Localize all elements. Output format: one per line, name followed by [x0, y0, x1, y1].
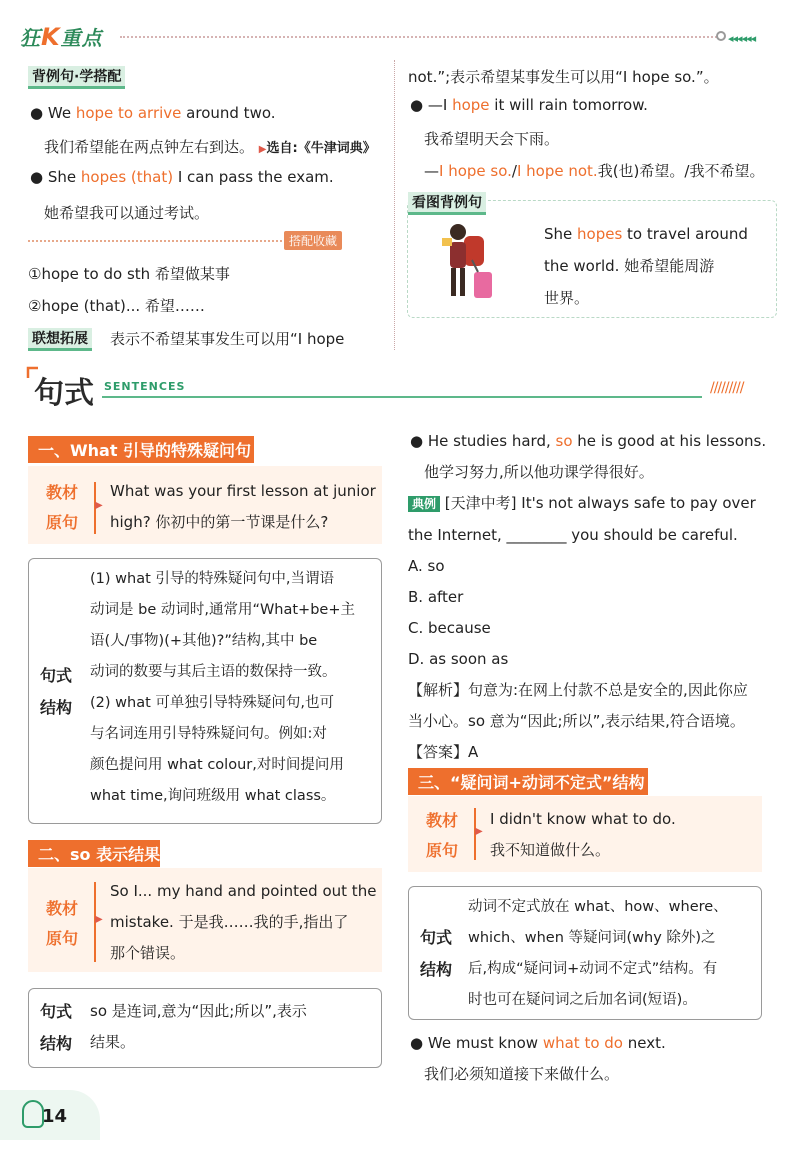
section-subtitle: SENTENCES	[104, 380, 186, 393]
option-c: C. because	[408, 619, 491, 637]
source-note: ▶选自:《牛津词典》	[258, 141, 376, 156]
dialogue-translation: 我希望明天会下雨。	[424, 130, 560, 148]
suitcase-icon	[474, 272, 492, 298]
part2-structure-text: so 是连词,意为“因此;所以”,表示 结果。	[90, 1002, 307, 1051]
bullet-icon: ●	[410, 1034, 424, 1052]
picture-example-heading: 看图背例句	[408, 192, 486, 215]
dialogue-reply: —I hope so./I hope not.我(也)希望。/我不希望。	[424, 162, 765, 180]
part2-structure-label: 句式 结构	[40, 1002, 73, 1053]
part1-banner: 一、What 引导的特殊疑问句	[28, 436, 254, 463]
part1-original-sentence: What was your first lesson at junior high? 你初中的第一节课是什么?	[110, 482, 376, 531]
header-dotted-line	[120, 36, 720, 38]
option-b: B. after	[408, 588, 464, 606]
keyword-highlight: hopes (that)	[80, 168, 174, 186]
exam-example-tag: 典例	[408, 496, 440, 512]
analysis-line-1: 【解析】句意为:在网上付款不总是安全的,因此你应	[408, 681, 748, 699]
part1-textbook-label: 教材 原句	[46, 483, 79, 532]
part2-banner: 二、so 表示结果	[28, 840, 160, 867]
bullet-icon: ●	[30, 104, 44, 122]
triangle-icon: ▶	[475, 826, 483, 837]
keyword-highlight: hope to arrive	[75, 104, 182, 122]
bullet-icon: ●	[30, 168, 44, 186]
part3-textbook-label: 教材 原句	[426, 811, 459, 860]
section-title: 句式	[34, 376, 94, 411]
traveler-body	[450, 242, 466, 268]
logo-char-a: 狂	[20, 26, 41, 50]
logo-char-k: K	[41, 23, 61, 51]
logo-char-b: 重点	[60, 26, 103, 50]
part1-structure-text: (1) what 引导的特殊疑问句中,当谓语 动词是 be 动词时,通常用“What+be+主 语(人/事物)(+其他)?”结构,其中 be 动词的数要与其后主语的数保持一致。 (2) what 可单独引导特殊疑问句,也可 与名词连用引导特殊疑问句。例如:对 颜色提问用 what colour,对时间提问用 what time,询问班级用 what class。	[90, 571, 355, 804]
example-translation-2: 她希望我可以通过考试。	[44, 204, 210, 222]
extension-text: 表示不希望某事发生可以用“I hope	[110, 330, 345, 348]
exam-question: 典例 [天津中考] It's not always safe to pay over the Internet, ________ you should be careful. A. so B. after C. because D. as soon as 【解析】句意为:在网上付款不总是安全的,因此你应 当小心。so 意为“因此;所以”,表示结果,符合语境。 【答案】A	[408, 488, 756, 768]
map-icon	[442, 238, 452, 246]
option-a: A. so	[408, 557, 445, 575]
part3-banner: 三、“疑问词+动词不定式”结构	[408, 768, 648, 795]
example-sentence-2: ● She hopes (that) I can pass the exam.	[30, 168, 334, 186]
so-example: ● He studies hard, so he is good at his lessons. 他学习努力,所以他功课学得很好。	[410, 432, 767, 481]
collocation-1: ①hope to do sth 希望做某事	[28, 265, 230, 283]
what-to-do-example: ● We must know what to do next. 我们必须知道接下来做什么。	[410, 1034, 666, 1083]
analysis-line-2: 当小心。so 意为“因此;所以”,表示结果,符合语境。	[408, 712, 745, 730]
backpack-icon	[464, 236, 484, 266]
traveler-illustration	[438, 214, 508, 310]
section-slashes: /////////	[710, 380, 744, 396]
extension-label: 联想拓展	[28, 328, 92, 351]
header-circle-icon	[716, 31, 726, 41]
dialogue-line-1: ● —I hope it will rain tomorrow.	[410, 96, 648, 114]
header-arrows-icon: ◂◂◂◂◂◂	[728, 32, 756, 45]
example-heading: 背例句·学搭配	[28, 66, 125, 89]
triangle-icon: ▶	[95, 914, 103, 925]
picture-sentence: She hopes to travel around the world. 她希望能周游 世界。	[544, 225, 748, 307]
example-translation-1: 我们希望能在两点钟左右到达。 ▶选自:《牛津词典》	[44, 138, 376, 156]
bullet-icon: ●	[410, 432, 424, 450]
traveler-head	[450, 224, 466, 240]
part3-original-sentence: I didn't know what to do. 我不知道做什么。	[490, 810, 676, 859]
section-underline	[102, 396, 702, 398]
column-divider	[394, 60, 395, 350]
keyword-highlight: hope	[452, 96, 490, 114]
extension-continued: not.”;表示希望某事发生可以用“I hope so.”。	[408, 68, 719, 86]
option-d: D. as soon as	[408, 650, 509, 668]
answer-line: 【答案】A	[408, 743, 479, 761]
triangle-icon: ▶	[258, 144, 267, 155]
collocation-tag: 搭配收藏	[284, 231, 342, 250]
book-logo	[20, 22, 103, 51]
part3-structure-label: 句式 结构	[420, 928, 453, 979]
bullet-icon: ●	[410, 96, 424, 114]
collocation-divider	[28, 240, 282, 242]
example-sentence-1: ● We hope to arrive around two.	[30, 104, 276, 122]
part2-textbook-label: 教材 原句	[46, 899, 79, 948]
page-number: 14	[42, 1106, 68, 1127]
part1-structure-label: 句式 结构	[40, 666, 73, 717]
collocation-2: ②hope (that)... 希望……	[28, 297, 205, 315]
part3-structure-text: 动词不定式放在 what、how、where、 which、when 等疑问词(why 除外)之 后,构成“疑问词+动词不定式”结构。有 时也可在疑问词之后加名词(短语)。	[468, 899, 728, 1008]
balloon-icon	[22, 1100, 44, 1128]
part2-original-sentence: So I... my hand and pointed out the mistake. 于是我……我的手,指出了 那个错误。	[110, 882, 377, 962]
triangle-icon: ▶	[95, 500, 103, 511]
